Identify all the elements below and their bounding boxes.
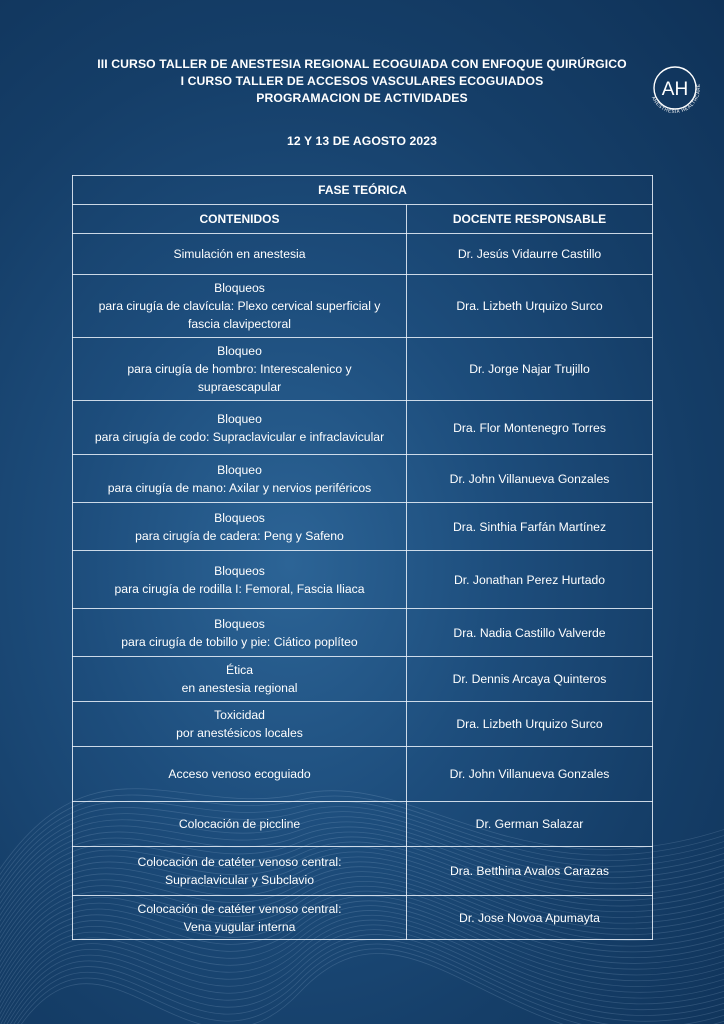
content-line: para cirugía de cadera: Peng y Safeno <box>135 528 344 543</box>
table-row <box>73 401 653 455</box>
content-cell <box>73 657 407 702</box>
phase-heading: FASE TEÓRICA <box>73 176 653 205</box>
teacher-cell: Dra. Nadia Castillo Valverde <box>407 609 653 657</box>
teacher-cell: Dr. Jonathan Perez Hurtado <box>407 551 653 609</box>
content-line: para cirugía de clavícula: Plexo cervical superficial y <box>98 299 381 313</box>
content-line: para cirugía de hombro: Interescalenico y <box>127 362 352 376</box>
content-line: Bloqueos <box>214 510 265 525</box>
content-line: Simulación en anestesia <box>173 247 306 261</box>
content-line: Colocación de catéter venoso central: <box>137 855 342 869</box>
content-cell <box>73 338 407 401</box>
table-row <box>73 747 653 802</box>
teacher-cell: Dr. Jesús Vidaurre Castillo <box>407 234 653 275</box>
event-date: 12 Y 13 DE AGOSTO 2023 <box>286 134 438 148</box>
content-cell <box>73 275 407 338</box>
teacher-cell: Dra. Sinthia Farfán Martínez <box>407 503 653 551</box>
table-row <box>73 275 653 338</box>
content-line: Bloqueo <box>217 462 262 477</box>
content-line: Bloqueos <box>214 563 265 578</box>
column-header-contents: CONTENIDOS <box>73 205 407 234</box>
content-line: para cirugía de codo: Supraclavicular e infraclavicular <box>94 429 385 444</box>
content-line: Bloqueo <box>217 411 262 426</box>
table-row <box>73 609 653 657</box>
content-line: Toxicidad <box>214 708 265 722</box>
content-cell <box>73 455 407 503</box>
content-line: Vena yugular interna <box>183 919 296 934</box>
content-cell <box>73 702 407 747</box>
teacher-cell: Dr. Dennis Arcaya Quinteros <box>407 657 653 702</box>
content-line: Ética <box>225 663 254 677</box>
content-line: en anestesia regional <box>181 681 298 695</box>
content-cell <box>73 747 407 802</box>
table-row <box>73 455 653 503</box>
content-cell <box>73 802 407 847</box>
content-cell <box>73 896 407 940</box>
teacher-cell: Dr. John Villanueva Gonzales <box>407 747 653 802</box>
logo-ring-text: ANESTHESIA HEALTHCARE <box>650 83 702 115</box>
content-line: Bloqueos <box>214 281 265 295</box>
content-line: Bloqueo <box>217 344 262 358</box>
phase-row <box>73 176 653 205</box>
content-line: Acceso venoso ecoguiado <box>168 767 311 781</box>
logo-monogram: AH <box>661 79 689 100</box>
table-row <box>73 503 653 551</box>
teacher-cell: Dra. Betthina Avalos Carazas <box>407 847 653 896</box>
teacher-cell: Dr. Jose Novoa Apumayta <box>407 896 653 940</box>
schedule-table <box>72 175 653 940</box>
table-row <box>73 234 653 275</box>
content-line: por anestésicos locales <box>176 726 303 740</box>
table-row <box>73 847 653 896</box>
content-line: fascia clavipectoral <box>188 317 291 331</box>
table-row <box>73 702 653 747</box>
teacher-cell: Dra. Flor Montenegro Torres <box>407 401 653 455</box>
table-row <box>73 551 653 609</box>
teacher-cell: Dr. Jorge Najar Trujillo <box>407 338 653 401</box>
content-line: Supraclavicular y Subclavio <box>164 873 315 887</box>
content-cell <box>73 847 407 896</box>
anesthesia-healthcare-logo <box>645 58 705 118</box>
teacher-cell: Dra. Lizbeth Urquizo Surco <box>407 275 653 338</box>
table-row <box>73 802 653 847</box>
content-line: Colocación de catéter venoso central: <box>137 901 342 916</box>
content-line: supraescapular <box>197 380 282 394</box>
content-line: para cirugía de tobillo y pie: Ciático poplíteo <box>121 634 358 649</box>
program-title: PROGRAMACION DE ACTIVIDADES <box>256 91 468 105</box>
table-row <box>73 657 653 702</box>
course-title-line-2: I CURSO TALLER DE ACCESOS VASCULARES ECOGUIADOS <box>180 74 544 88</box>
content-cell <box>73 234 407 275</box>
content-cell <box>73 503 407 551</box>
teacher-cell: Dr. German Salazar <box>407 802 653 847</box>
content-line: para cirugía de mano: Axilar y nervios periféricos <box>107 480 372 495</box>
content-cell <box>73 401 407 455</box>
content-line: Bloqueos <box>214 616 265 631</box>
column-header-teacher: DOCENTE RESPONSABLE <box>407 205 653 234</box>
document-header <box>0 56 724 150</box>
course-title-line-1: III CURSO TALLER DE ANESTESIA REGIONAL ECOGUIADA CON ENFOQUE QUIRÚRGICO <box>97 57 627 71</box>
teacher-cell: Dr. John Villanueva Gonzales <box>407 455 653 503</box>
content-line: Colocación de piccline <box>178 817 301 831</box>
content-cell <box>73 609 407 657</box>
content-cell <box>73 551 407 609</box>
content-line: para cirugía de rodilla I: Femoral, Fascia Iliaca <box>114 581 365 596</box>
teacher-cell: Dra. Lizbeth Urquizo Surco <box>407 702 653 747</box>
column-header-row <box>73 205 653 234</box>
table-row <box>73 896 653 940</box>
table-row <box>73 338 653 401</box>
